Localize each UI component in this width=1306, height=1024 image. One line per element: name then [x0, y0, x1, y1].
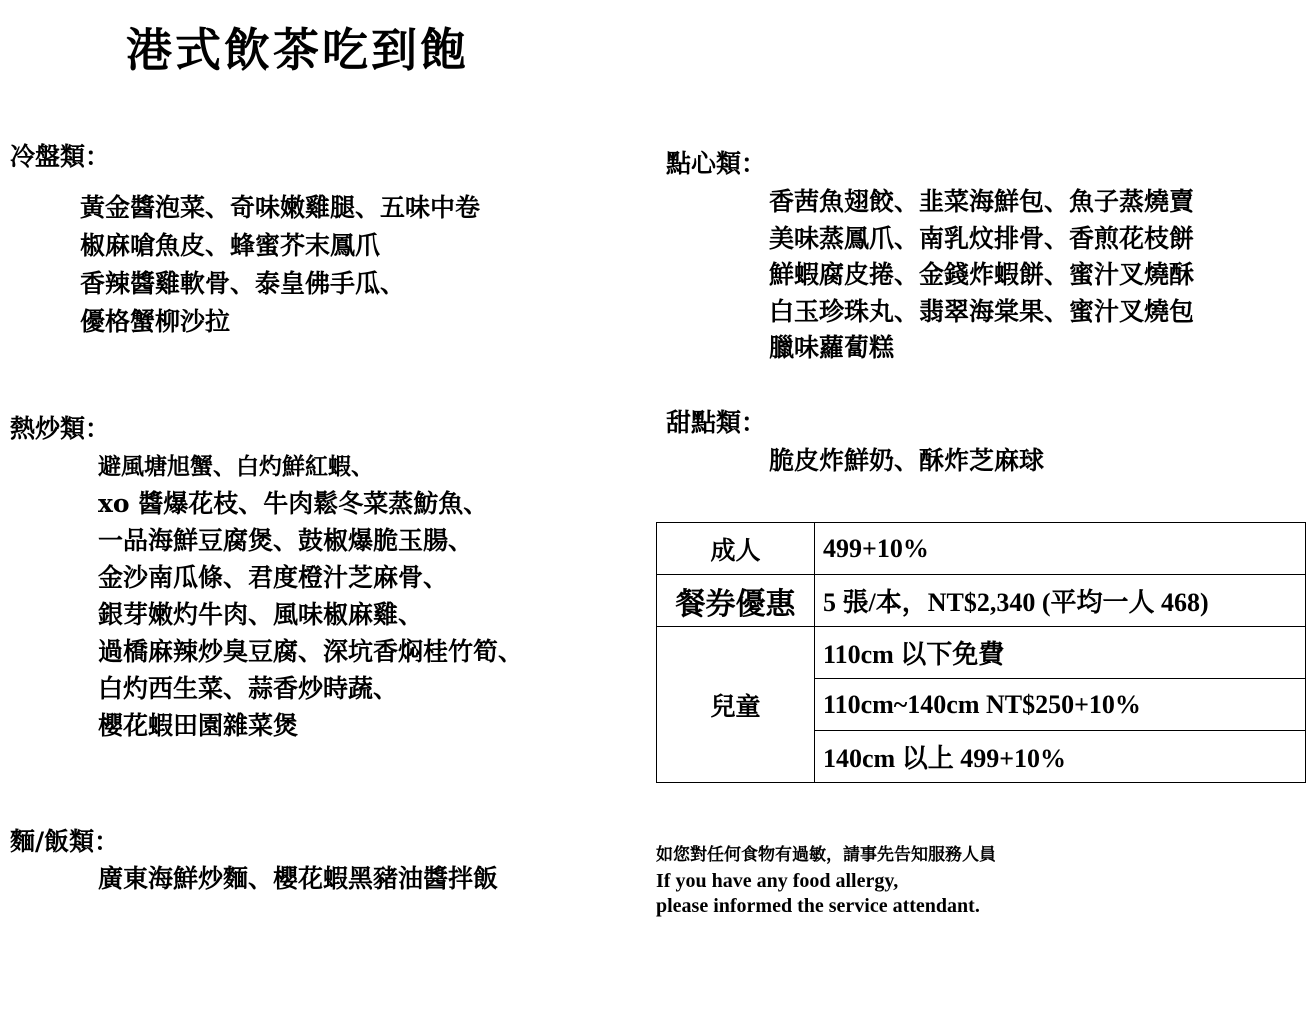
pricing-table: [656, 522, 1306, 783]
dessert-heading: 甜點類：: [666, 408, 767, 437]
child-price-110-140: 110cm~140cm NT$250+10%: [815, 679, 1306, 731]
menu-line: 廣東海鮮炒麵、櫻花蝦黑豬油醬拌飯: [98, 864, 499, 893]
menu-line: 椒麻嗆魚皮、蜂蜜芥末鳳爪: [80, 231, 381, 260]
menu-line: 優格蟹柳沙拉: [80, 307, 231, 336]
voucher-label: 餐券優惠: [657, 575, 815, 627]
child-price-under-110: 110cm 以下免費: [815, 627, 1306, 679]
allergy-notice-en-1: If you have any food allergy,: [656, 870, 899, 892]
dessert-list: [769, 443, 1044, 480]
adult-label: 成人: [657, 523, 815, 575]
menu-line: 避風塘旭蟹、白灼鮮紅蝦、: [98, 453, 374, 480]
menu-line: 脆皮炸鮮奶、酥炸芝麻球: [769, 446, 1045, 475]
voucher-row: [657, 575, 1306, 627]
menu-line: 鮮蝦腐皮捲、金錢炸蝦餅、蜜汁叉燒酥: [769, 260, 1195, 289]
child-row: [657, 627, 1306, 679]
menu-line: 過橋麻辣炒臭豆腐、深坑香焖桂竹筍、: [98, 637, 524, 666]
menu-line: 香辣醬雞軟骨、泰皇佛手瓜、: [80, 269, 406, 298]
menu-line: 黃金醬泡菜、奇味嫩雞腿、五味中卷: [80, 193, 481, 222]
voucher-price: 5 張/本，NT$2,340 (平均一人 468): [815, 575, 1306, 627]
menu-line: 金沙南瓜條、君度橙汁芝麻骨、: [98, 563, 449, 592]
dimsum-heading: 點心類：: [666, 149, 767, 178]
menu-line: 白玉珍珠丸、翡翠海棠果、蜜汁叉燒包: [769, 296, 1195, 326]
noodle-rice-list: [98, 860, 498, 897]
menu-line: 美味蒸鳳爪、南乳炆排骨、香煎花枝餅: [769, 223, 1195, 253]
adult-row: [657, 523, 1306, 575]
stirfry-heading: 熱炒類：: [10, 414, 111, 443]
page-title: 港式飲茶吃到飽: [126, 23, 469, 77]
allergy-notice-zh: 如您對任何食物有過敏，請事先告知服務人員: [656, 845, 996, 865]
noodle-rice-heading: 麵/飯類：: [10, 827, 120, 856]
menu-line: 櫻花蝦田園雜菜煲: [98, 711, 299, 740]
menu-line: 臘味蘿蔔糕: [769, 333, 895, 362]
allergy-notice-en-2: please informed the service attendant.: [656, 895, 980, 917]
stirfry-list: [98, 448, 523, 744]
child-label: 兒童: [657, 627, 815, 783]
cold-dishes-list: [80, 189, 480, 341]
dimsum-list: [769, 184, 1194, 367]
menu-line: xo 醬爆花枝、牛肉鬆冬菜蒸魴魚、: [98, 489, 489, 518]
adult-price: 499+10%: [815, 523, 1306, 575]
menu-line: 銀芽嫩灼牛肉、風味椒麻雞、: [98, 600, 424, 629]
menu-line: 香茜魚翅餃、韭菜海鮮包、魚子蒸燒賣: [769, 187, 1195, 216]
allergy-notice: [656, 843, 996, 919]
cold-dishes-heading: 冷盤類：: [10, 142, 111, 171]
menu-line: 一品海鮮豆腐煲、鼓椒爆脆玉腸、: [98, 526, 474, 555]
child-price-over-140: 140cm 以上 499+10%: [815, 731, 1306, 783]
menu-line: 白灼西生菜、蒜香炒時蔬、: [98, 674, 399, 703]
